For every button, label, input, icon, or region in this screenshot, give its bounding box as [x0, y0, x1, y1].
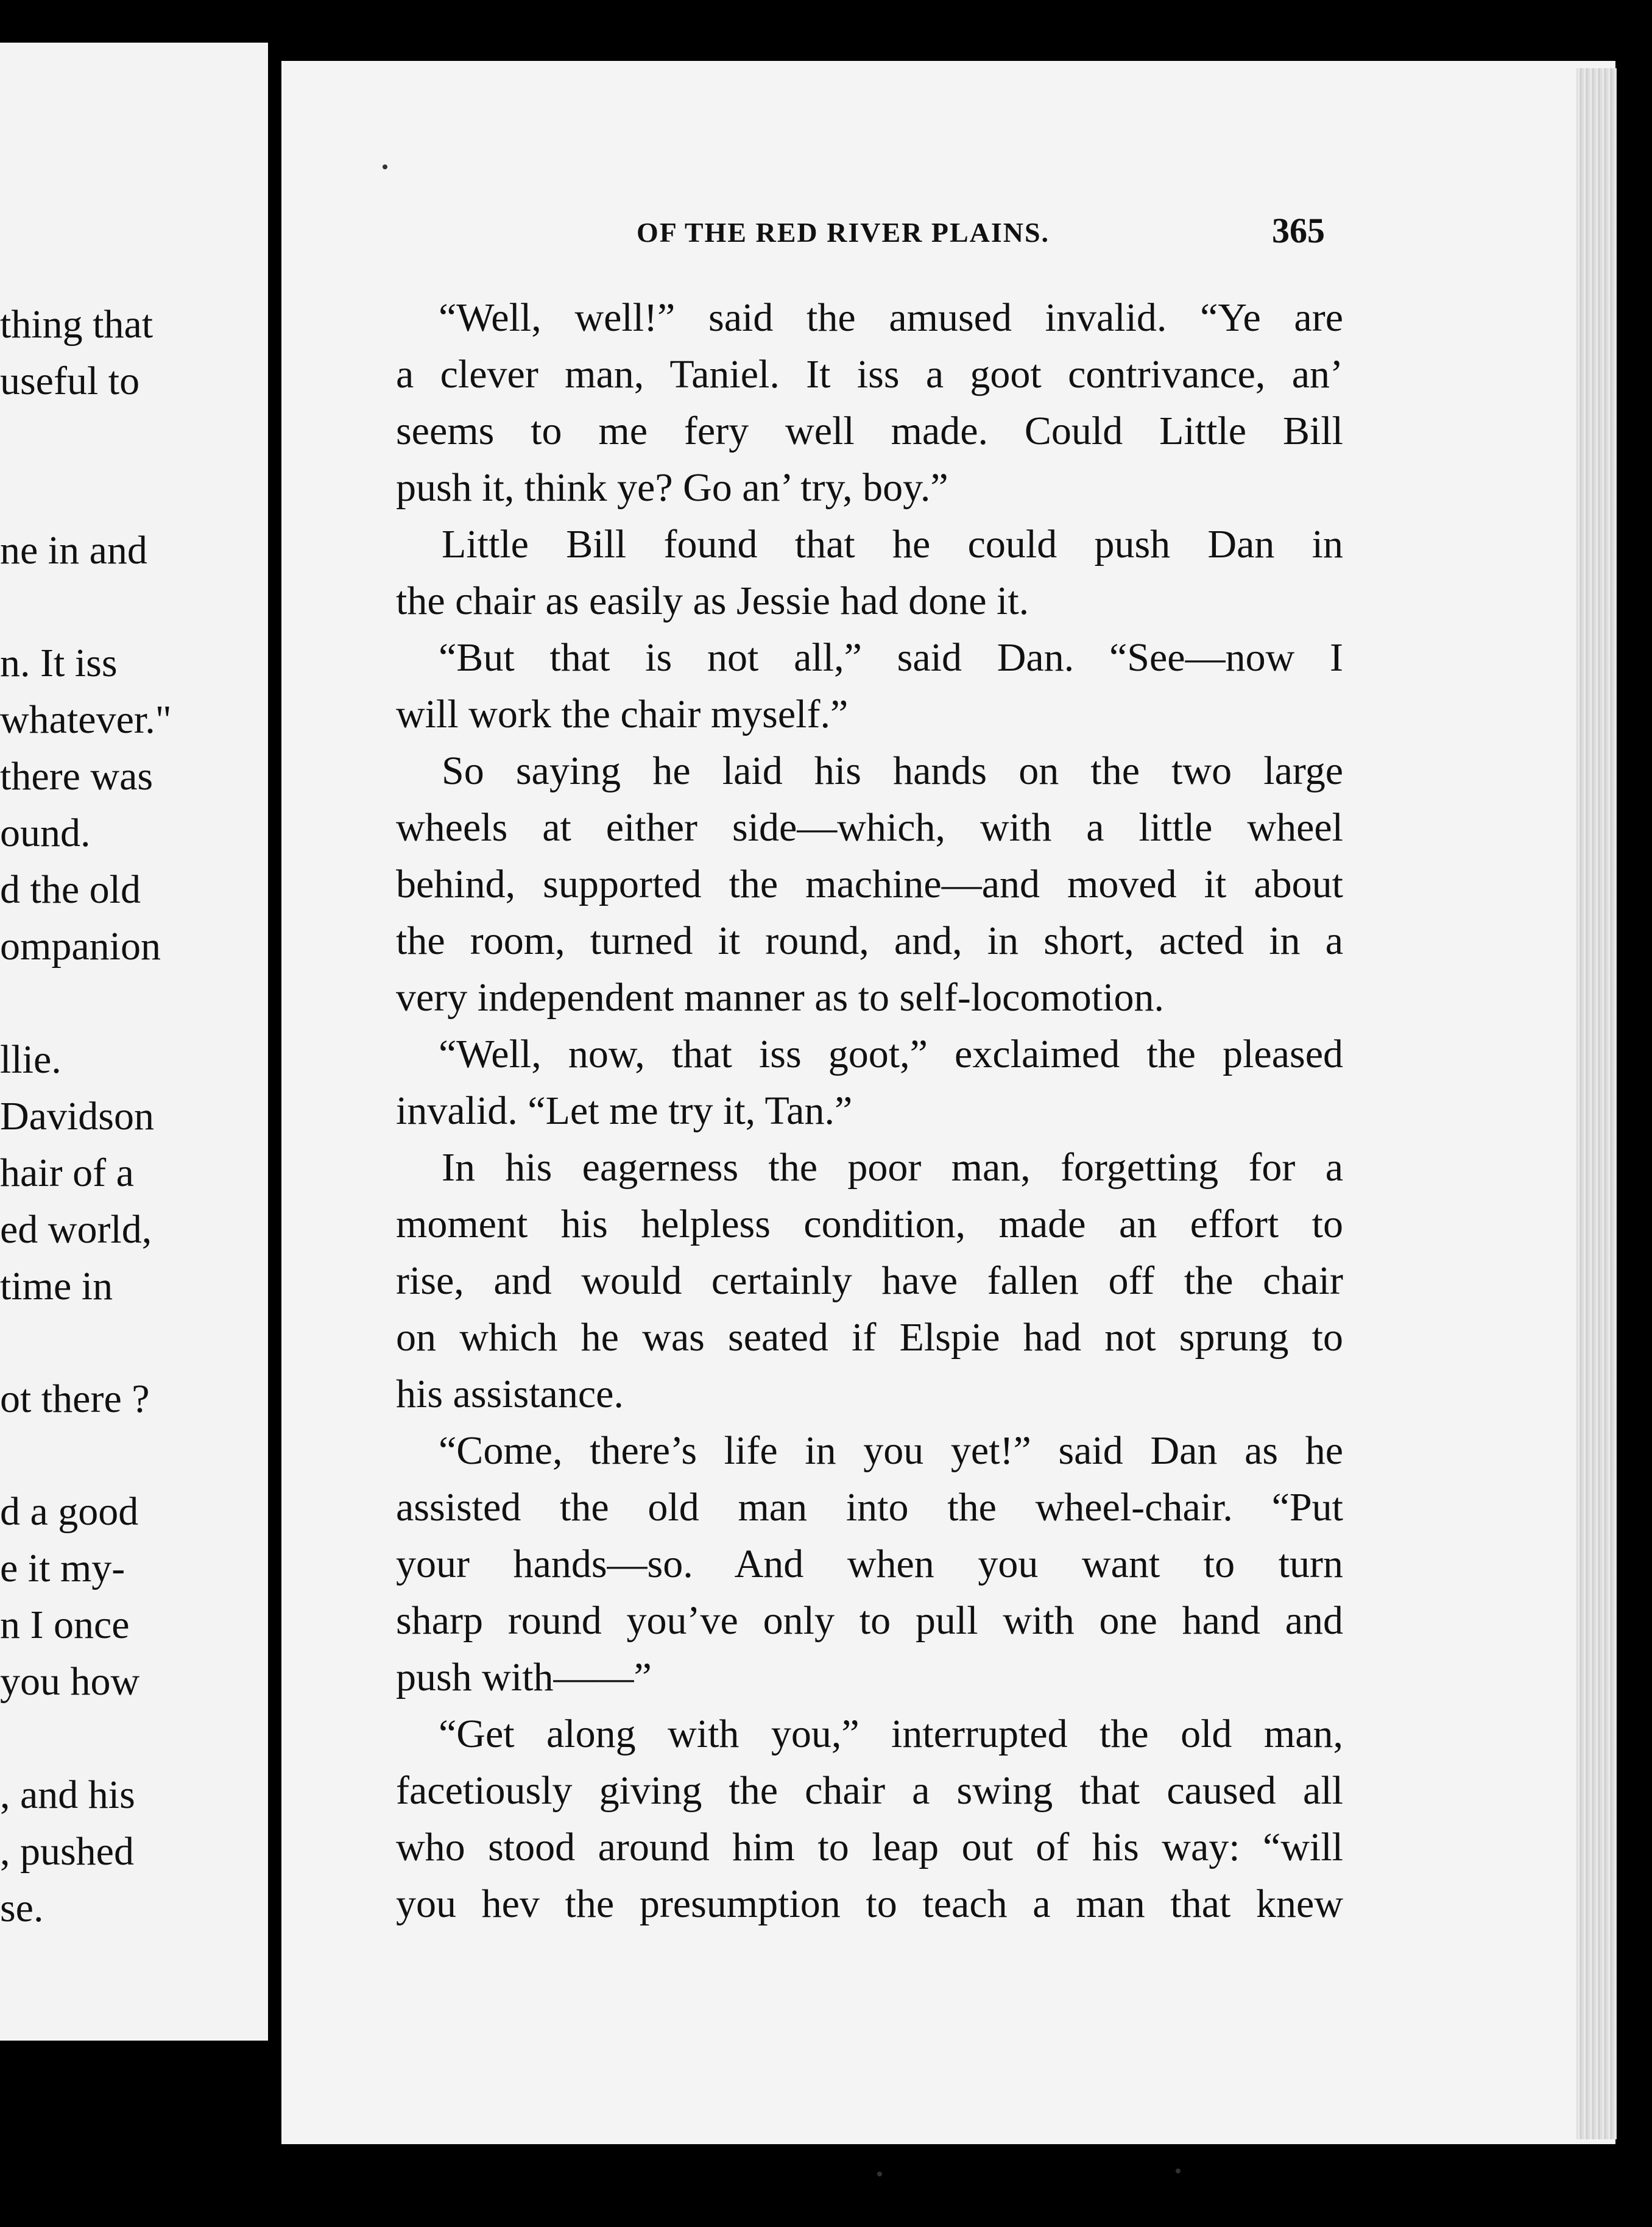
left-page-line: llie. — [0, 1037, 62, 1082]
body-line: rise, and would certainly have fallen off the chair — [396, 1258, 1343, 1303]
body-line: on which he was seated if Elspie had not sprung to — [396, 1315, 1343, 1360]
body-line: sharp round you’ve only to pull with one hand and — [396, 1598, 1343, 1643]
body-line: you hev the presumption to teach a man that knew — [396, 1882, 1343, 1926]
body-line: In his eagerness the poor man, forgetting for a — [442, 1145, 1343, 1190]
left-page-line: there was — [0, 754, 154, 799]
body-line: the room, turned it round, and, in short, acted in a — [396, 919, 1343, 963]
body-line: seems to me fery well made. Could Little Bill — [396, 409, 1343, 453]
body-line: will work the chair myself.” — [396, 692, 849, 736]
page-number: 365 — [1272, 211, 1325, 250]
left-page-line: ot there ? — [0, 1377, 150, 1421]
body-line: “Well, now, that iss goot,” exclaimed the pleased — [439, 1032, 1343, 1076]
left-page-line: d the old — [0, 867, 141, 912]
left-page-line: ed world, — [0, 1207, 152, 1252]
body-line: assisted the old man into the wheel-chair. “Put — [396, 1485, 1343, 1530]
body-line: your hands—so. And when you want to turn — [396, 1542, 1343, 1586]
scan-speck — [383, 164, 387, 169]
body-line: Little Bill found that he could push Dan in — [442, 522, 1343, 566]
left-page-line: n I once — [0, 1603, 130, 1647]
left-page-line: ound. — [0, 811, 91, 855]
body-line: So saying he laid his hands on the two large — [442, 749, 1343, 793]
body-line: his assistance. — [396, 1372, 624, 1416]
body-line: facetiously giving the chair a swing that caused all — [396, 1768, 1343, 1813]
left-page-line: whatever." — [0, 697, 172, 742]
left-page-line: se. — [0, 1886, 44, 1930]
body-line: moment his helpless condition, made an effort to — [396, 1202, 1343, 1246]
body-line: “Get along with you,” interrupted the old man, — [439, 1712, 1343, 1756]
body-line: a clever man, Taniel. It iss a goot contrivance, an’ — [396, 352, 1343, 397]
body-line: very independent manner as to self-locomotion. — [396, 975, 1164, 1020]
running-head: OF THE RED RIVER PLAINS. — [637, 217, 1050, 248]
left-page-line: ompanion — [0, 924, 161, 969]
left-page-line: thing that — [0, 302, 154, 347]
left-page-line: useful to — [0, 359, 140, 403]
left-page-line: ne in and — [0, 528, 147, 573]
scan-speck — [1176, 2169, 1181, 2173]
left-page-line: time in — [0, 1264, 113, 1308]
body-line: push with——” — [396, 1655, 652, 1699]
left-page-line: d a good — [0, 1489, 139, 1534]
body-line: behind, supported the machine—and moved it about — [396, 862, 1343, 906]
left-page-line: n. It iss — [0, 641, 118, 685]
scan-speck — [877, 2172, 882, 2176]
body-line: the chair as easily as Jessie had done it. — [396, 579, 1029, 623]
left-page-line: , pushed — [0, 1829, 134, 1874]
body-line: who stood around him to leap out of his way: “will — [396, 1825, 1343, 1869]
left-page-line: Davidson — [0, 1094, 154, 1138]
body-line: invalid. “Let me try it, Tan.” — [396, 1089, 853, 1133]
left-page-line: hair of a — [0, 1151, 134, 1195]
body-line: push it, think ye? Go an’ try, boy.” — [396, 465, 948, 510]
body-line: “But that is not all,” said Dan. “See—now I — [439, 635, 1343, 680]
left-page-line: e it my- — [0, 1546, 125, 1590]
body-line: “Well, well!” said the amused invalid. “Ye are — [439, 295, 1343, 340]
left-page-line: , and his — [0, 1773, 135, 1817]
left-page-line: you how — [0, 1659, 140, 1704]
body-line: wheels at either side—which, with a little wheel — [396, 805, 1343, 850]
page-edges — [1576, 68, 1617, 2139]
body-line: “Come, there’s life in you yet!” said Dan as he — [439, 1428, 1343, 1473]
